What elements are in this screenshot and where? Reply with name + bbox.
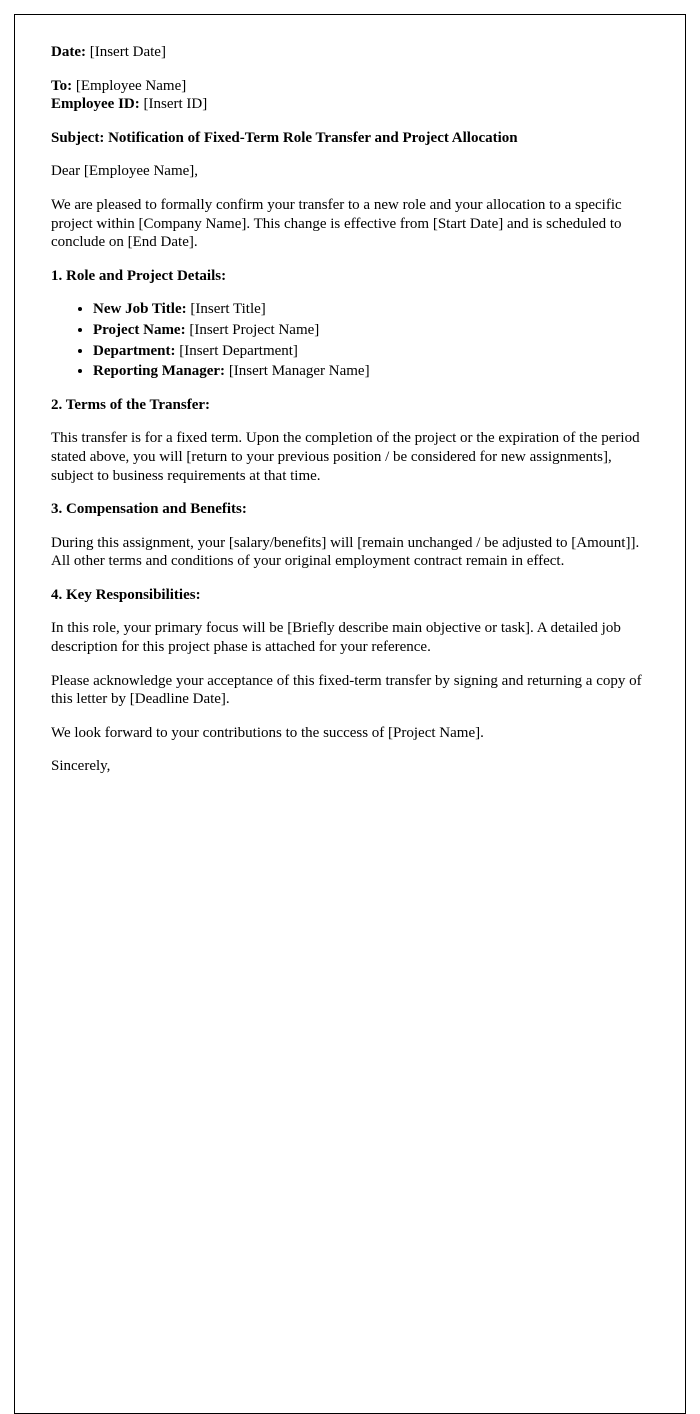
reporting-manager-value: [Insert Manager Name] xyxy=(228,363,370,380)
intro-paragraph: We are pleased to formally confirm your transfer to a new role and your allocation to a specific project within [Company Name]. This change is effective from [Start Date] and is scheduled to conclude on [End Date]. xyxy=(51,196,622,251)
department-label: Department: xyxy=(93,342,176,359)
date-line xyxy=(51,43,649,62)
section-2-heading: 2. Terms of the Transfer: xyxy=(51,396,211,413)
reporting-manager-label: Reporting Manager: xyxy=(93,363,226,380)
employee-id-line xyxy=(51,95,649,114)
to-label: To: xyxy=(51,77,73,94)
signoff: Sincerely, xyxy=(51,758,111,775)
section-3-heading: 3. Compensation and Benefits: xyxy=(51,501,247,518)
letter-document xyxy=(14,14,686,1414)
section-4-heading: 4. Key Responsibilities: xyxy=(51,586,201,603)
employee-id-label: Employee ID: xyxy=(51,96,140,113)
list-item-reporting-manager xyxy=(93,362,649,381)
list-item-department xyxy=(93,342,649,361)
recipient-block xyxy=(51,77,649,114)
job-title-value: [Insert Title] xyxy=(190,301,266,318)
list-item-job-title xyxy=(93,300,649,319)
salutation: Dear [Employee Name], xyxy=(51,163,199,180)
date-value: [Insert Date] xyxy=(89,44,166,60)
employee-id-value: [Insert ID] xyxy=(143,96,208,113)
to-line xyxy=(51,77,649,96)
acknowledgement-paragraph: Please acknowledge your acceptance of this fixed-term transfer by signing and returning a copy of this letter by [Deadline Date]. xyxy=(51,672,642,708)
section-1-heading: 1. Role and Project Details: xyxy=(51,267,227,284)
role-details-list xyxy=(51,300,649,380)
project-name-value: [Insert Project Name] xyxy=(189,321,320,338)
project-name-label: Project Name: xyxy=(93,321,186,338)
closing-paragraph: We look forward to your contributions to the success of [Project Name]. xyxy=(51,724,484,741)
section-4-body: In this role, your primary focus will be [Briefly describe main objective or task]. A detailed job description for this project phase is attached for your reference. xyxy=(51,620,621,656)
to-value: [Employee Name] xyxy=(75,77,187,94)
date-label: Date: xyxy=(51,44,86,60)
subject-line: Subject: Notification of Fixed-Term Role Transfer and Project Allocation xyxy=(51,129,518,146)
department-value: [Insert Department] xyxy=(179,342,298,359)
job-title-label: New Job Title: xyxy=(93,301,187,318)
list-item-project-name xyxy=(93,321,649,340)
section-3-body: During this assignment, your [salary/benefits] will [remain unchanged / be adjusted to [Amount]]. All other terms and conditions of your original employment contract remain in effect. xyxy=(51,534,640,570)
section-2-body: This transfer is for a fixed term. Upon the completion of the project or the expiration of the period stated above, you will [return to your previous position / be considered for new assignments], subject to business requirements at that time. xyxy=(51,430,640,484)
